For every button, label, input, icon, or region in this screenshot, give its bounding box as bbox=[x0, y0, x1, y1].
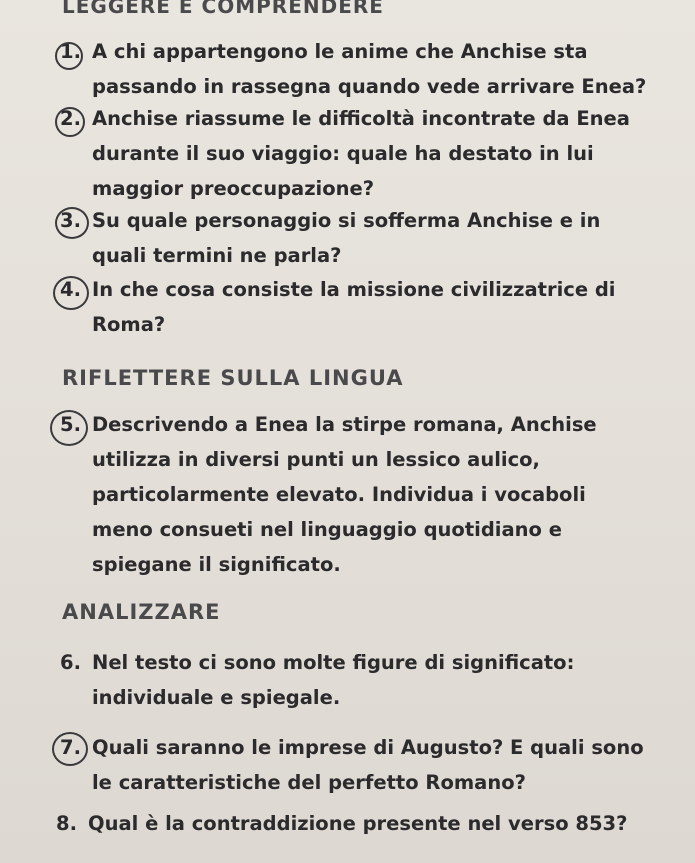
pen-circle-mark bbox=[50, 410, 88, 446]
question-text: Quali saranno le imprese di Augusto? E quali sono le caratteristiche del perfetto Romano? bbox=[92, 736, 644, 794]
section-heading-analysis: ANALIZZARE bbox=[62, 600, 221, 624]
pen-circle-mark bbox=[55, 107, 85, 137]
question-text: Su quale personaggio si sofferma Anchise e in quali termini ne parla? bbox=[92, 209, 601, 267]
question-number: 1. bbox=[60, 40, 81, 63]
question-4 bbox=[60, 272, 650, 342]
section-heading-comprehension: LEGGERE E COMPRENDERE bbox=[62, 0, 384, 18]
question-number: 8. bbox=[56, 812, 77, 835]
question-2 bbox=[60, 101, 650, 206]
pen-circle-mark bbox=[55, 42, 83, 70]
pen-circle-mark bbox=[52, 732, 88, 766]
question-1 bbox=[60, 34, 650, 104]
question-number: 3. bbox=[60, 209, 81, 232]
question-6 bbox=[60, 645, 650, 715]
pen-circle-mark bbox=[55, 207, 89, 239]
question-text: Nel testo ci sono molte figure di significato: individuale e spiegale. bbox=[92, 651, 575, 709]
question-text: Anchise riassume le difficoltà incontrate da Enea durante il suo viaggio: quale ha destato in lui maggior preoccupazione? bbox=[92, 107, 630, 200]
question-7 bbox=[60, 730, 650, 800]
question-text: A chi appartengono le anime che Anchise sta passando in rassegna quando vede arrivare Enea? bbox=[92, 40, 647, 98]
question-5 bbox=[60, 407, 650, 582]
question-number: 5. bbox=[60, 413, 81, 436]
question-number: 6. bbox=[60, 651, 81, 674]
question-text: Qual è la contraddizione presente nel verso 853? bbox=[88, 812, 628, 835]
question-number: 4. bbox=[60, 278, 81, 301]
question-text: In che cosa consiste la missione civilizzatrice di Roma? bbox=[92, 278, 616, 336]
question-text: Descrivendo a Enea la stirpe romana, Anchise utilizza in diversi punti un lessico aulico, particolarmente elevato. Individua i vocaboli meno consueti nel linguaggio quotidiano e spiegane il significato. bbox=[92, 413, 597, 576]
section-heading-language: RIFLETTERE SULLA LINGUA bbox=[62, 366, 404, 390]
question-8 bbox=[56, 806, 646, 841]
question-number: 7. bbox=[60, 736, 81, 759]
question-number: 2. bbox=[60, 107, 81, 130]
question-3 bbox=[60, 203, 650, 273]
pen-circle-mark bbox=[53, 276, 89, 310]
